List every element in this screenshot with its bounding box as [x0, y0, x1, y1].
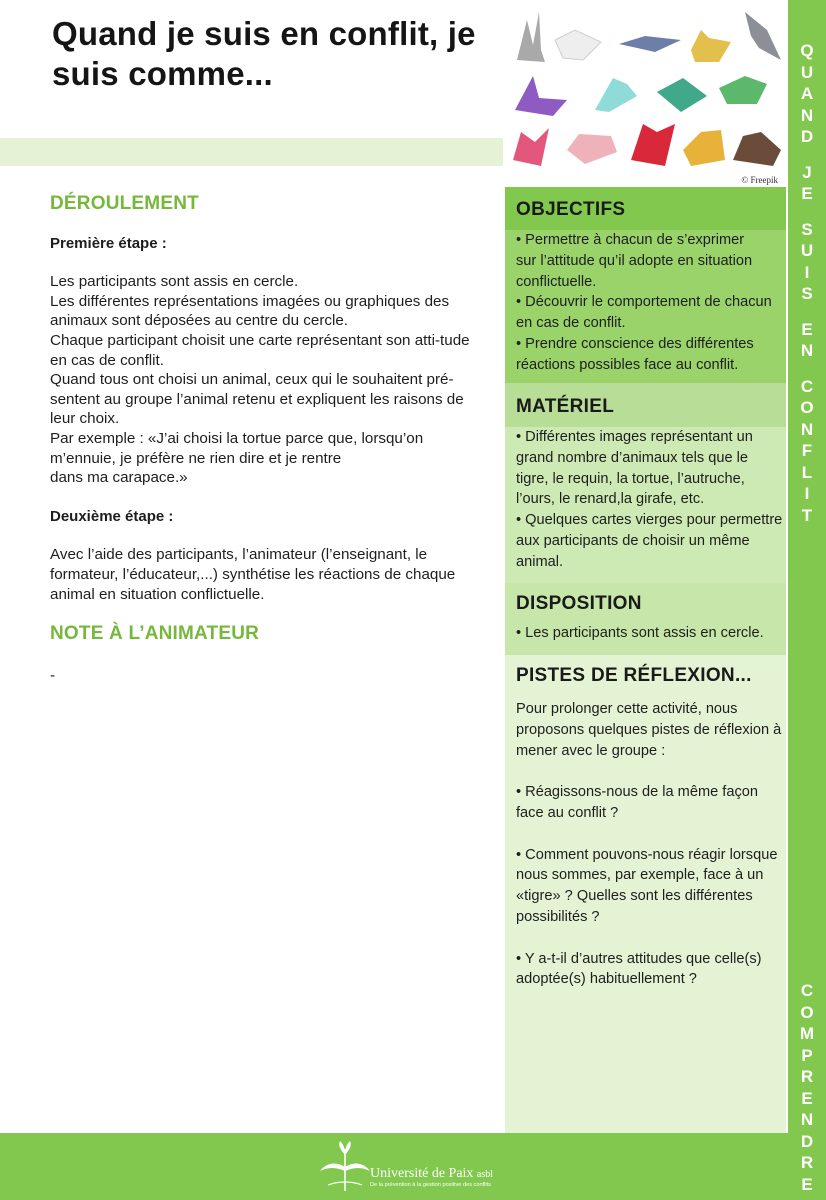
- side-strip-title-word: S U I S: [800, 219, 814, 303]
- deroulement-heading: DÉROULEMENT: [50, 193, 199, 214]
- side-strip-title-word: J E: [801, 162, 813, 203]
- disposition-section: [505, 583, 786, 655]
- pistes-section: [505, 655, 786, 1133]
- side-strip-title: [788, 40, 826, 526]
- step2-text: Avec l’aide des participants, l’animateur (l’enseignant, le formateur, l’éducateur,...) synthétise les réactions de chaque animal en situation conflictuelle.: [50, 546, 456, 603]
- materiel-text: • Différentes images représentant un grand nombre d’animaux tels que le tigre, le requin, la tortue, l’autruche, l’ours, le renard,la girafe, etc. • Quelques cartes vierges pour permettre aux participants de choisir un même animal.: [516, 429, 783, 570]
- page-title: Quand je suis en conflit, je suis comme...: [52, 15, 476, 93]
- disposition-heading: DISPOSITION: [516, 593, 642, 614]
- step1-heading: Première étape :: [50, 234, 167, 252]
- objectifs-heading: OBJECTIFS: [505, 187, 786, 230]
- image-credit: © Freepik: [741, 175, 778, 185]
- org-name-text: Université de Paix: [370, 1166, 474, 1181]
- materiel-heading: MATÉRIEL: [505, 383, 786, 427]
- origami-animals-illustration: [505, 0, 784, 187]
- objectifs-text: • Permettre à chacun de s’exprimer sur l’attitude qu’il adopte en situation conflictuelle. • Découvrir le comportement de chacun en cas de conflit. • Prendre conscience des différentes réactions possibles face au conflit.: [516, 232, 772, 373]
- side-strip-word-gap: [788, 148, 826, 162]
- title-band: [0, 138, 503, 166]
- org-suffix: asbl: [476, 1169, 494, 1180]
- dove-plant-icon: [318, 1141, 372, 1195]
- step1-text: Les participants sont assis en cercle. Les différentes représentations imagées ou graphiques des animaux sont déposées au centre du cercle. Chaque participant choisit une carte représentant son atti-tude en cas de conflit. Quand tous ont choisi un animal, ceux qui le souhaitent pré-sentent au groupe l’animal retenu et expliquent les raisons de leur choix. Par exemple : «J’ai choisi la tortue parce que, lorsqu’on m’ennuie, je préfère ne rien dire et je rentre dans ma carapace.»: [50, 273, 470, 487]
- pistes-intro: Pour prolonger cette activité, nous proposons quelques pistes de réflexion à mener avec le groupe :: [516, 701, 782, 759]
- disposition-text: • Les participants sont assis en cercle.: [516, 625, 764, 641]
- pistes-item: • Réagissons-nous de la même façon face au conflit ?: [516, 784, 758, 821]
- side-strip-word-gap: [788, 305, 826, 319]
- side-strip-word-gap: [788, 362, 826, 376]
- org-tagline: De la prévention à la gestion positive des conflits: [370, 1182, 491, 1188]
- note-heading: NOTE À L’ANIMATEUR: [50, 623, 260, 645]
- side-strip-category: [788, 980, 826, 1195]
- org-name: [370, 1166, 493, 1182]
- side-strip-word-gap: [788, 205, 826, 219]
- pistes-item: • Comment pouvons-nous réagir lorsque nous sommes, par exemple, face à un «tigre» ? Quelles sont les différentes possibilités ?: [516, 846, 778, 925]
- pistes-item: • Y a-t-il d’autres attitudes que celle(s) adoptée(s) habituellement ?: [516, 950, 762, 988]
- step2-heading: Deuxième étape :: [50, 507, 174, 525]
- footer: [0, 1133, 788, 1200]
- left-column: [50, 194, 490, 685]
- note-text: -: [50, 666, 56, 684]
- objectifs-section: [505, 187, 786, 383]
- side-strip-title-word: E N: [800, 319, 814, 360]
- origami-animals-image: [505, 0, 784, 187]
- org-logo: [318, 1141, 518, 1195]
- side-strip-title-word: C O N F L I T: [800, 376, 814, 525]
- pistes-heading: PISTES DE RÉFLEXION...: [516, 665, 752, 686]
- materiel-section: [505, 383, 786, 583]
- side-strip: [788, 0, 826, 1200]
- side-strip-title-word: Q U A N D: [800, 41, 814, 146]
- side-strip-category-word: C O M P R E N D R E: [799, 981, 815, 1194]
